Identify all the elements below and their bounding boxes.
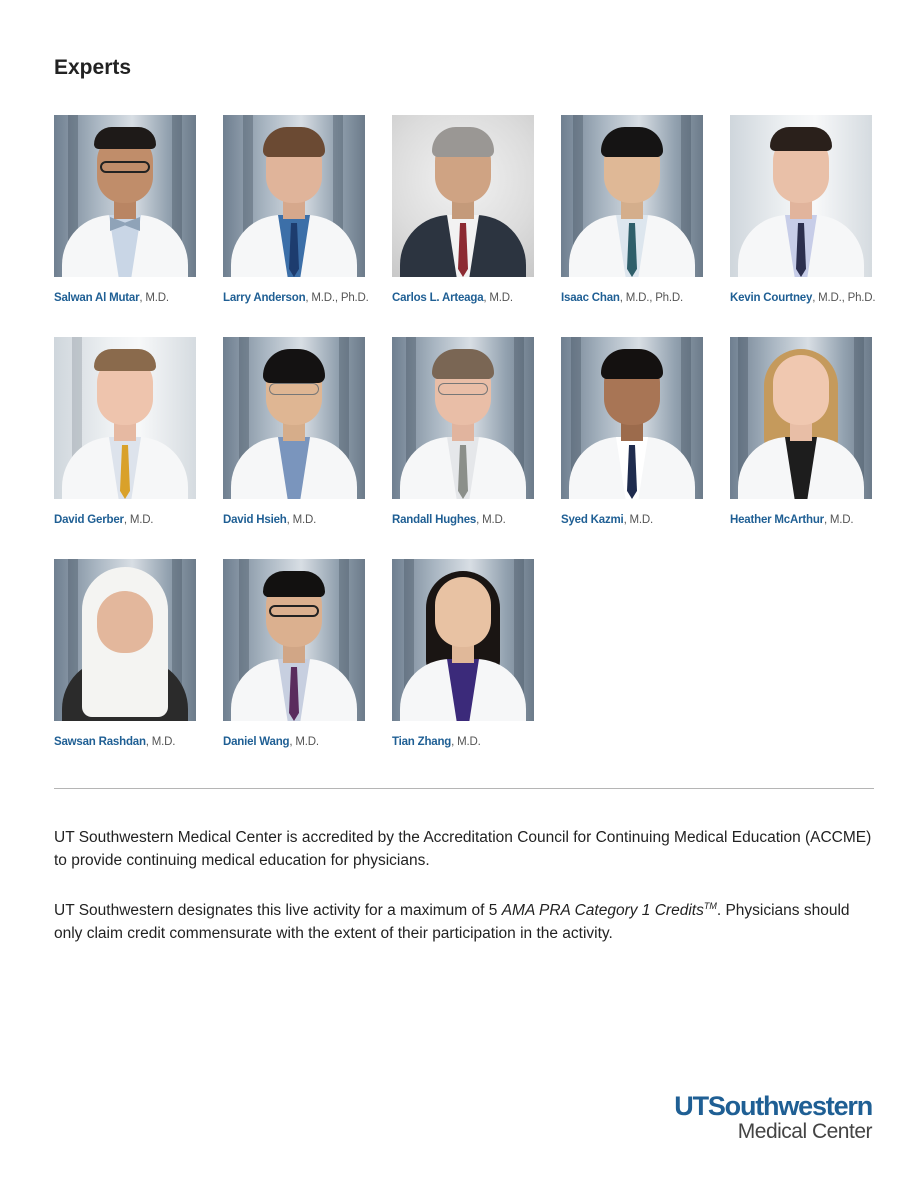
expert-name: Larry Anderson, M.D., Ph.D. <box>223 292 369 304</box>
expert-card <box>223 115 369 337</box>
expert-photo <box>223 559 365 721</box>
expert-name: Heather McArthur, M.D. <box>730 514 854 526</box>
expert-card <box>54 115 196 337</box>
expert-name: Kevin Courtney, M.D., Ph.D. <box>730 292 876 304</box>
expert-photo <box>54 337 196 499</box>
expert-name: David Gerber, M.D. <box>54 514 154 526</box>
credit-designation-statement: UT Southwestern designates this live activity for a maximum of 5 AMA PRA Category 1 Credits™. Physicians should only claim credit commensurate with the extent of their participation in the activity. <box>54 901 850 943</box>
accreditation-statement: UT Southwestern Medical Center is accredited by the Accreditation Council for Continuing Medical Education (ACCME) to provide continuing medical education for physicians. <box>54 829 872 869</box>
expert-name: Randall Hughes, M.D. <box>392 514 506 526</box>
expert-card <box>730 337 872 559</box>
expert-photo <box>54 559 196 721</box>
expert-photo <box>223 337 365 499</box>
expert-card <box>223 337 365 559</box>
expert-photo <box>392 115 534 277</box>
expert-photo <box>730 337 872 499</box>
page-title: Experts <box>54 56 132 79</box>
expert-photo <box>392 337 534 499</box>
expert-card <box>54 337 196 559</box>
expert-card <box>392 559 534 781</box>
expert-card <box>54 559 196 781</box>
ut-southwestern-logo <box>674 1092 872 1144</box>
section-divider <box>54 788 874 789</box>
expert-name: Carlos L. Arteaga, M.D. <box>392 292 513 304</box>
expert-photo <box>561 337 703 499</box>
expert-photo <box>730 115 872 277</box>
expert-card <box>392 337 534 559</box>
expert-photo <box>223 115 365 277</box>
expert-card <box>223 559 365 781</box>
logo-line-1: UTSouthwestern <box>674 1091 872 1121</box>
logo-line-2: Medical Center <box>737 1120 872 1143</box>
expert-name: Syed Kazmi, M.D. <box>561 514 654 526</box>
expert-card <box>392 115 534 337</box>
expert-name: Sawsan Rashdan, M.D. <box>54 736 176 748</box>
expert-card <box>561 337 703 559</box>
expert-photo <box>392 559 534 721</box>
expert-name: David Hsieh, M.D. <box>223 514 317 526</box>
expert-card <box>561 115 703 337</box>
expert-name: Daniel Wang, M.D. <box>223 736 319 748</box>
expert-photo <box>54 115 196 277</box>
expert-card <box>730 115 876 337</box>
experts-grid <box>54 115 874 781</box>
expert-name: Isaac Chan, M.D., Ph.D. <box>561 292 683 304</box>
expert-name: Salwan Al Mutar, M.D. <box>54 292 169 304</box>
expert-name: Tian Zhang, M.D. <box>392 736 481 748</box>
expert-photo <box>561 115 703 277</box>
